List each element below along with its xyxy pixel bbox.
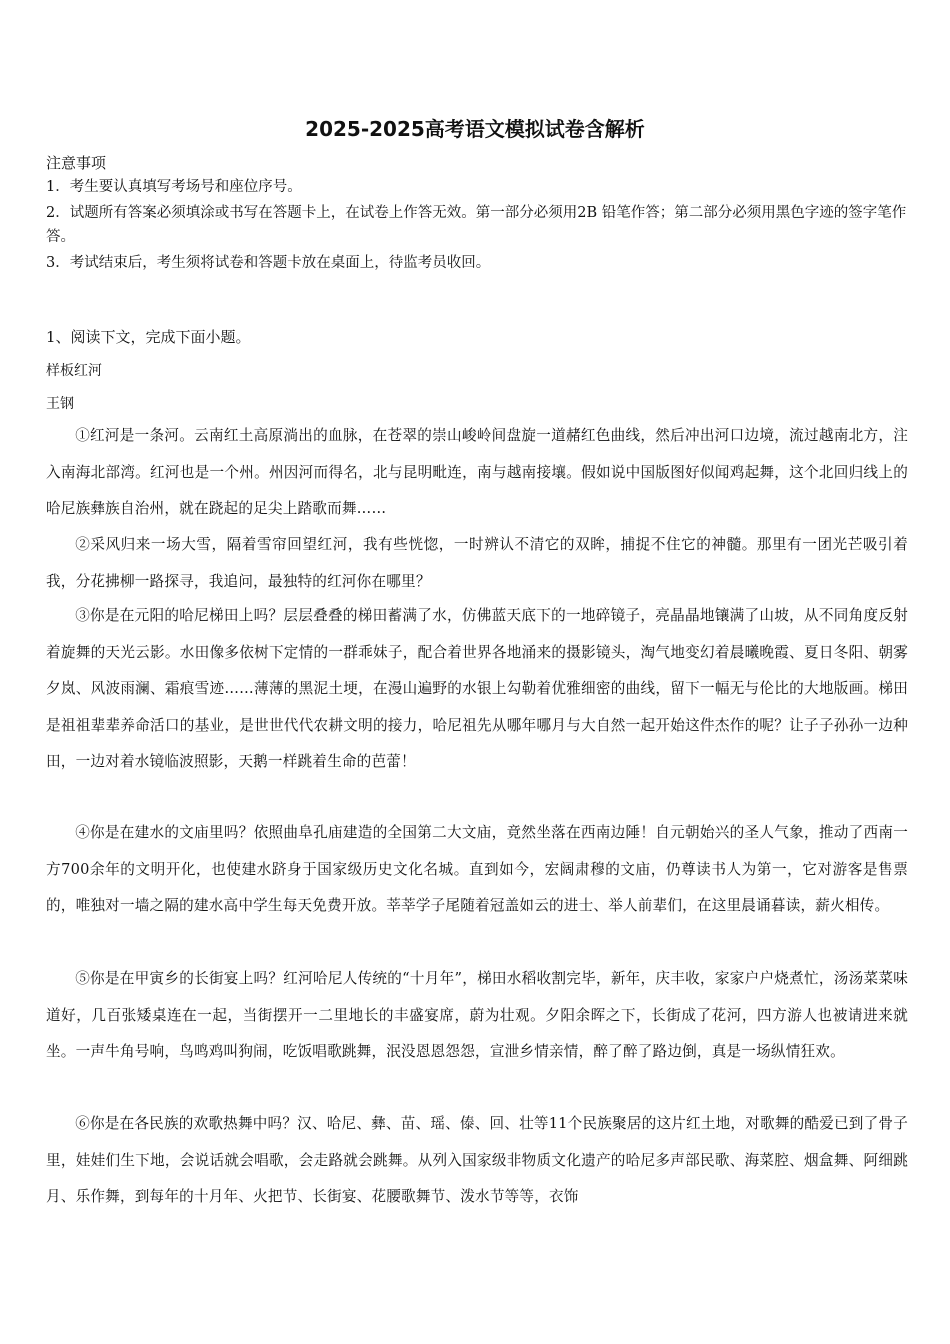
document-title: 2025-2025高考语文模拟试卷含解析 xyxy=(305,117,645,141)
note-item: 1．考生要认真填写考场号和座位序号。 xyxy=(46,179,302,195)
paragraph-2: ②采风归来一场大雪，隔着雪帘回望红河，我有些恍惚，一时辨认不清它的双眸，捕捉不住它的神髓。那里有一团光芒吸引着我，分花拂柳一路探寻，我追问，最独特的红河你在哪里？ xyxy=(46,536,908,590)
article-author: 王钢 xyxy=(46,396,74,412)
question-intro: 1、阅读下文，完成下面小题。 xyxy=(46,328,251,346)
paragraph-5: ⑤你是在甲寅乡的长街宴上吗？红河哈尼人传统的“十月年”，梯田水稻收割完毕，新年，庆丰收，家家户户烧煮忙，汤汤菜菜味道好，几百张矮桌连在一起，当街摆开一二里地长的丰盛宴席，蔚为壮观。夕阳余晖之下，长街成了花河，四方游人也被请进来就坐。一声牛角号响，鸟鸣鸡叫狗闹，吃饭唱歌跳舞，泯没恩恩怨怨，宣泄乡情亲情，醉了醉了路边倒，真是一场纵情狂欢。 xyxy=(46,970,908,1060)
paragraph-3: ③你是在元阳的哈尼梯田上吗？层层叠叠的梯田蓄满了水，仿佛蓝天底下的一地碎镜子，亮晶晶地镶满了山坡，从不同角度反射着旋舞的天光云影。水田像多依树下定情的一群乖妹子，配合着世界各地涌来的摄影镜头，淘气地变幻着晨曦晚霞、夏日冬阳、朝雾夕岚、风波雨澜、霜痕雪迹……薄薄的黑泥土埂，在漫山遍野的水银上勾勒着优雅细密的曲线，留下一幅无与伦比的大地版画。梯田是祖祖辈辈养命活口的基业，是世世代代农耕文明的接力，哈尼祖先从哪年哪月与大自然一起开始这件杰作的呢？让子子孙孙一边种田，一边对着水镜临波照影，天鹅一样跳着生命的芭蕾！ xyxy=(46,607,908,770)
paragraph-6: ⑥你是在各民族的欢歌热舞中吗？汉、哈尼、彝、苗、瑶、傣、回、壮等11个民族聚居的这片红土地，对歌舞的酷爱已到了骨子里，娃娃们生下地，会说话就会唱歌，会走路就会跳舞。从列入国家级非物质文化遗产的哈尼多声部民歌、海菜腔、烟盒舞、阿细跳月、乐作舞，到每年的十月年、火把节、长街宴、花腰歌舞节、泼水节等等，衣饰 xyxy=(46,1115,908,1205)
note-item: 2．试题所有答案必须填涂或书写在答题卡上，在试卷上作答无效。第一部分必须用2B 铅笔作答；第二部分必须用黑色字迹的签字笔作答。 xyxy=(46,205,907,245)
article-title: 样板红河 xyxy=(46,363,102,379)
note-item: 3．考试结束后，考生须将试卷和答题卡放在桌面上，待监考员收回。 xyxy=(46,255,491,271)
notes-heading: 注意事项 xyxy=(46,154,107,172)
paragraph-4: ④你是在建水的文庙里吗？依照曲阜孔庙建造的全国第二大文庙，竟然坐落在西南边陲！自元朝始兴的圣人气象，推动了西南一方700余年的文明开化，也使建水跻身于国家级历史文化名城。直到如今，宏阔肃穆的文庙，仍尊读书人为第一，它对游客是售票的，唯独对一墙之隔的建水高中学生每天免费开放。莘莘学子尾随着冠盖如云的进士、举人前辈们，在这里晨诵暮读，薪火相传。 xyxy=(46,824,908,914)
paragraph-1: ①红河是一条河。云南红土高原淌出的血脉，在苍翠的崇山峻岭间盘旋一道赭红色曲线，然后冲出河口边境，流过越南北方，注入南海北部湾。红河也是一个州。州因河而得名，北与昆明毗连，南与越南接壤。假如说中国版图好似闻鸡起舞，这个北回归线上的哈尼族彝族自治州，就在跷起的足尖上踏歌而舞…… xyxy=(46,427,908,517)
